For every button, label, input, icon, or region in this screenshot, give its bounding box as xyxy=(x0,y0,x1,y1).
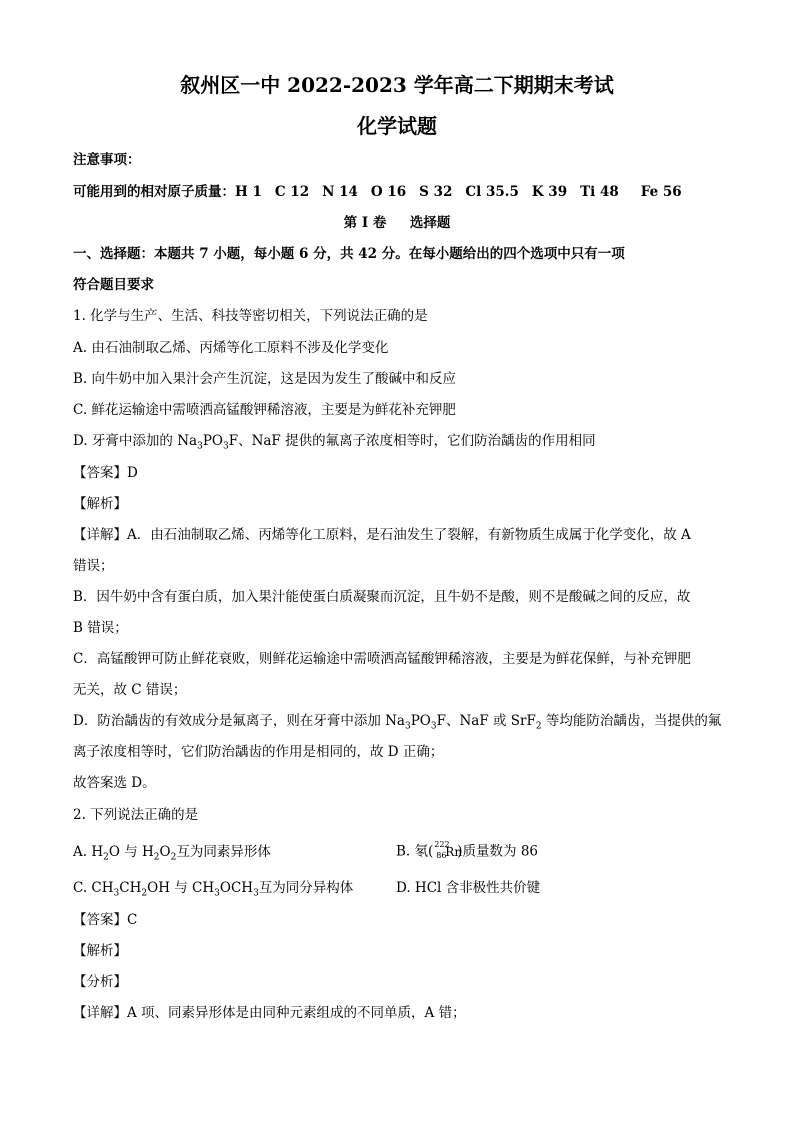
q2-a-text-2: O 与 H xyxy=(108,844,154,860)
atomic-mass-item: H 1 xyxy=(235,184,262,200)
q2-b-text-1: B. 氡( xyxy=(396,843,434,860)
q2-answer: 【答案】C xyxy=(73,912,138,928)
part1-instruction-1: 一、选择题：本题共 7 小题，每小题 6 分，共 42 分。在每小题给出的四个选项中只有一项 xyxy=(73,246,625,262)
q2-option-a xyxy=(73,843,271,867)
q2-b-text-2: )质量数为 86 xyxy=(457,843,539,860)
q2-a-text-4: 互为同素异形体 xyxy=(176,844,271,860)
subscript: 2 xyxy=(103,852,109,863)
q1-conclusion: 故答案选 D。 xyxy=(73,775,156,791)
q2-stem: 2. 下列说法正确的是 xyxy=(73,807,199,823)
atomic-mass-item: Cl 35.5 xyxy=(465,184,519,200)
section-heading xyxy=(0,214,794,232)
q1-detail-b-2: B 错误； xyxy=(73,620,128,636)
atomic-mass-list xyxy=(235,184,695,200)
q2-option-c xyxy=(73,879,353,903)
exam-subtitle: 化学试题 xyxy=(357,114,437,138)
part1-instruction-2: 符合题目要求 xyxy=(73,277,154,293)
atomic-mass-item: K 39 xyxy=(531,184,568,200)
q1-detail-d-2: 离子浓度相等时，它们防治龋齿的作用是相同的，故 D 正确； xyxy=(73,744,444,760)
q2-analysis-label: 【解析】 xyxy=(73,943,127,959)
q2-c-text-2: CH xyxy=(119,880,142,896)
mass-number: 222 xyxy=(434,840,450,849)
q1-detail-d-1 xyxy=(73,712,721,736)
atomic-mass-item: O 16 xyxy=(370,184,407,200)
q2-option-b xyxy=(396,841,538,863)
section-name: 选择题 xyxy=(409,215,451,231)
subscript: 3 xyxy=(214,888,220,899)
q1-option-a: A. 由石油制取乙烯、丙烯等化工原料不涉及化学变化 xyxy=(73,340,389,356)
atomic-mass-item: N 14 xyxy=(322,184,358,200)
notice-label: 注意事项： xyxy=(73,152,141,168)
q2-c-text-3: OH 与 CH xyxy=(147,880,215,896)
q2-fenxi-label: 【分析】 xyxy=(73,974,127,990)
q1-option-d xyxy=(73,432,596,456)
q1-d-text-3: F、NaF 提供的氟离子浓度相等时，它们防治龋齿的作用相同 xyxy=(228,433,596,449)
q1-detail-d-text-3: F、NaF 或 SrF xyxy=(436,713,536,729)
atomic-mass-line xyxy=(73,183,695,201)
subscript: 3 xyxy=(430,721,437,732)
q2-a-text-1: A. H xyxy=(73,844,104,860)
q1-d-text-1: D. 牙膏中添加的 Na xyxy=(73,433,198,449)
q1-detail-d-text-4: 等均能防治龋齿，当提供的氟 xyxy=(541,713,722,729)
q1-analysis-label: 【解析】 xyxy=(73,496,127,512)
subscript: 3 xyxy=(113,888,120,899)
atomic-number: 86 xyxy=(436,851,447,860)
atomic-mass-item: C 12 xyxy=(274,184,310,200)
q1-detail-a-2: 错误； xyxy=(73,558,114,574)
q1-option-b: B. 向牛奶中加入果汁会产生沉淀，这是因为发生了酸碱中和反应 xyxy=(73,371,457,387)
q1-d-text-2: PO xyxy=(202,433,223,449)
q1-detail-c-1: C．高锰酸钾可防止鲜花衰败，则鲜花运输途中需喷洒高锰酸钾稀溶液，主要是为鲜花保鲜，与补充钾肥 xyxy=(73,651,691,667)
subscript: 2 xyxy=(170,852,177,863)
q2-c-text-4: OCH xyxy=(219,880,254,896)
exam-title: 叙州区一中 2022-2023 学年高二下期期末考试 xyxy=(180,73,614,97)
q2-detail-a: 【详解】A 项、同素异形体是由同种元素组成的不同单质，A 错； xyxy=(73,1005,466,1021)
subscript: 2 xyxy=(535,721,542,732)
q1-detail-b-1: B．因牛奶中含有蛋白质，加入果汁能使蛋白质凝聚而沉淀，且牛奶不是酸，则不是酸碱之间的反应，故 xyxy=(73,589,691,605)
q1-detail-d-text-2: PO xyxy=(410,713,431,729)
q1-detail-c-2: 无关，故 C 错误； xyxy=(73,682,187,698)
atomic-mass-item: Fe 56 xyxy=(640,184,682,200)
atomic-mass-item: Ti 48 xyxy=(580,184,619,200)
nuclide-symbol xyxy=(434,840,463,863)
q2-c-text-1: C. CH xyxy=(73,880,114,896)
q1-answer: 【答案】D xyxy=(73,465,138,481)
atomic-mass-item: S 32 xyxy=(419,184,453,200)
element-symbol: Rn xyxy=(445,845,463,859)
q1-detail-d-text-1: D．防治龋齿的有效成分是氟离子，则在牙膏中添加 Na xyxy=(73,713,405,729)
q1-detail-a-1: 【详解】A．由石油制取乙烯、丙烯等化工原料，是石油发生了裂解，有新物质生成属于化学变化，故 A xyxy=(73,527,691,543)
q1-option-c: C. 鲜花运输途中需喷洒高锰酸钾稀溶液，主要是为鲜花补充钾肥 xyxy=(73,402,456,418)
subscript: 2 xyxy=(153,852,160,863)
subscript: 3 xyxy=(404,721,411,732)
subscript: 3 xyxy=(253,888,259,899)
subscript: 3 xyxy=(197,441,203,452)
q1-stem: 1. 化学与生产、生活、科技等密切相关，下列说法正确的是 xyxy=(73,308,428,324)
q2-a-text-3: O xyxy=(159,844,171,860)
q2-c-text-5: 互为同分异构体 xyxy=(258,880,354,896)
section-label: 第 I 卷 xyxy=(343,215,387,231)
q2-option-d: D. HCl 含非极性共价键 xyxy=(396,880,541,896)
subscript: 3 xyxy=(222,441,229,452)
subscript: 2 xyxy=(141,888,148,899)
atomic-mass-label: 可能用到的相对原子质量： xyxy=(73,184,235,200)
